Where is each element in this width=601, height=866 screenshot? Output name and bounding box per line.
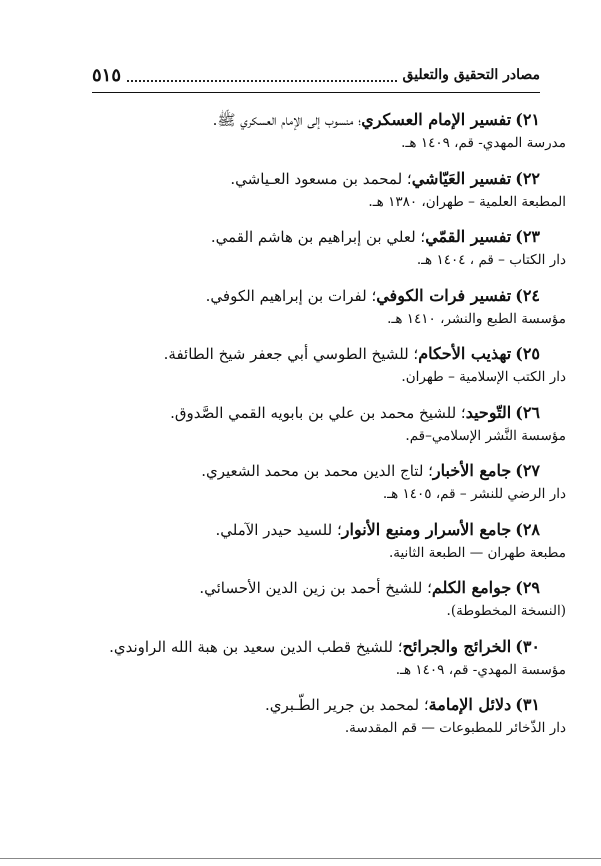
bibliography-entry	[92, 284, 566, 343]
entry-author: ؛ للشيخ محمد بن علي بن بابويه القمي الصَّدوق.	[170, 403, 466, 422]
entry-citation	[92, 518, 540, 542]
entry-author: ؛ للسيد حيدر الآملي.	[215, 520, 342, 539]
entry-title: تفسير الإمام العسكري	[361, 110, 512, 129]
entry-author: ؛ للشيخ أحمد بن زين الدين الأحسائي.	[199, 579, 432, 597]
entry-author: ؛ لمحمد بن مسعود العـياشي.	[230, 169, 412, 188]
running-header	[92, 62, 540, 88]
entry-number: ٢٣)	[515, 227, 540, 246]
entry-title: تفسير فرات الكوفي	[376, 285, 512, 305]
entry-citation	[92, 284, 540, 308]
entry-author: ؛ لتاج الدين محمد بن محمد الشعيري.	[201, 462, 433, 480]
entry-author: ؛ لفرات بن إبراهيم الكوفي.	[205, 286, 377, 305]
entry-author: ؛ لعلي بن إبراهيم بن هاشم القمي.	[210, 228, 426, 246]
bibliography-list	[92, 108, 566, 752]
entry-title: تهذيب الأحكام	[418, 344, 512, 363]
entry-publisher: مدرسة المهدي- قم، ١٤٠٩ هـ.	[401, 135, 566, 151]
entry-citation	[92, 225, 540, 249]
entry-citation	[92, 342, 540, 366]
running-header-title: مصادر التحقيق والتعليق	[402, 67, 540, 83]
bibliography-entry	[92, 167, 566, 226]
bibliography-entry	[92, 401, 566, 460]
bibliography-entry	[92, 108, 566, 167]
entry-title: الخرائج والجرائح	[402, 636, 512, 656]
entry-title: التّوحيد	[465, 402, 512, 422]
entry-author: ؛ منسوب إلى الإمام العسكري ﷺ.	[212, 111, 362, 129]
entry-citation	[92, 401, 540, 425]
entry-number: ٢١)	[515, 110, 540, 129]
footer-rule	[0, 858, 601, 859]
entry-publisher: (النسخة المخطوطة).	[446, 603, 566, 619]
entry-author: ؛ لمحمد بن جرير الطّـبري.	[265, 696, 429, 714]
bibliography-entry	[92, 342, 566, 401]
entry-author: ؛ للشيخ الطوسي أبي جعفر شيخ الطائفة.	[163, 345, 419, 363]
entry-citation	[92, 167, 540, 191]
entry-number: ٢٦)	[515, 402, 540, 422]
entry-title: جامع الأسرار ومنبع الأنوار	[341, 519, 512, 539]
bibliography-entry	[92, 635, 566, 694]
entry-number: ٢٧)	[515, 461, 540, 480]
entry-publisher: مطبعة طهران — الطبعة الثانية.	[388, 544, 566, 561]
entry-number: ٢٢)	[515, 168, 540, 188]
entry-title: تفسير العَيّاشي	[411, 168, 512, 188]
entry-number: ٣٠)	[515, 636, 540, 656]
entry-publisher: مؤسسة النَّشر الإسلامي–قم.	[405, 427, 566, 444]
entry-title: جامع الأخبار	[432, 461, 512, 480]
entry-citation	[92, 693, 540, 717]
entry-number: ٢٩)	[515, 578, 540, 597]
entry-number: ٢٨)	[515, 519, 540, 539]
entry-publisher: مؤسسة الطبع والنشر، ١٤١٠ هـ.	[387, 310, 566, 327]
entry-publisher: دار الكتاب – قم ، ١٤٠٤ هـ.	[416, 252, 566, 268]
header-rule	[92, 92, 540, 93]
bibliography-entry	[92, 459, 566, 518]
entry-citation	[92, 635, 540, 659]
entry-publisher: دار الكتب الإسلامية – طهران.	[401, 369, 566, 385]
bibliography-entry	[92, 225, 566, 284]
entry-number: ٣١)	[515, 695, 540, 714]
page-number: ٥١٥	[92, 64, 122, 86]
entry-citation	[92, 459, 540, 483]
entry-publisher: دار الرضي للنشر – قم، ١٤٠٥ هـ.	[382, 486, 566, 502]
entry-title: دلائل الإمامة	[428, 695, 512, 714]
entry-citation	[92, 108, 540, 132]
entry-number: ٢٥)	[515, 344, 540, 363]
entry-number: ٢٤)	[515, 285, 540, 305]
entry-citation	[92, 576, 540, 600]
header-dotted-leader	[127, 68, 397, 82]
entry-publisher: دار الذّخائر للمطبوعات — قم المقدسة.	[344, 720, 566, 736]
entry-title: جوامع الكلم	[431, 578, 512, 597]
bibliography-entry	[92, 693, 566, 752]
bibliography-entry	[92, 576, 566, 635]
entry-title: تفسير القمّي	[425, 227, 512, 246]
bibliography-entry	[92, 518, 566, 577]
entry-author: ؛ للشيخ قطب الدين سعيد بن هبة الله الراوندي.	[109, 637, 403, 656]
entry-publisher: المطبعة العلمية – طهران، ١٣٨٠ هـ.	[368, 193, 566, 210]
entry-publisher: مؤسسة المهدي- قم، ١٤٠٩ هـ.	[395, 661, 566, 678]
